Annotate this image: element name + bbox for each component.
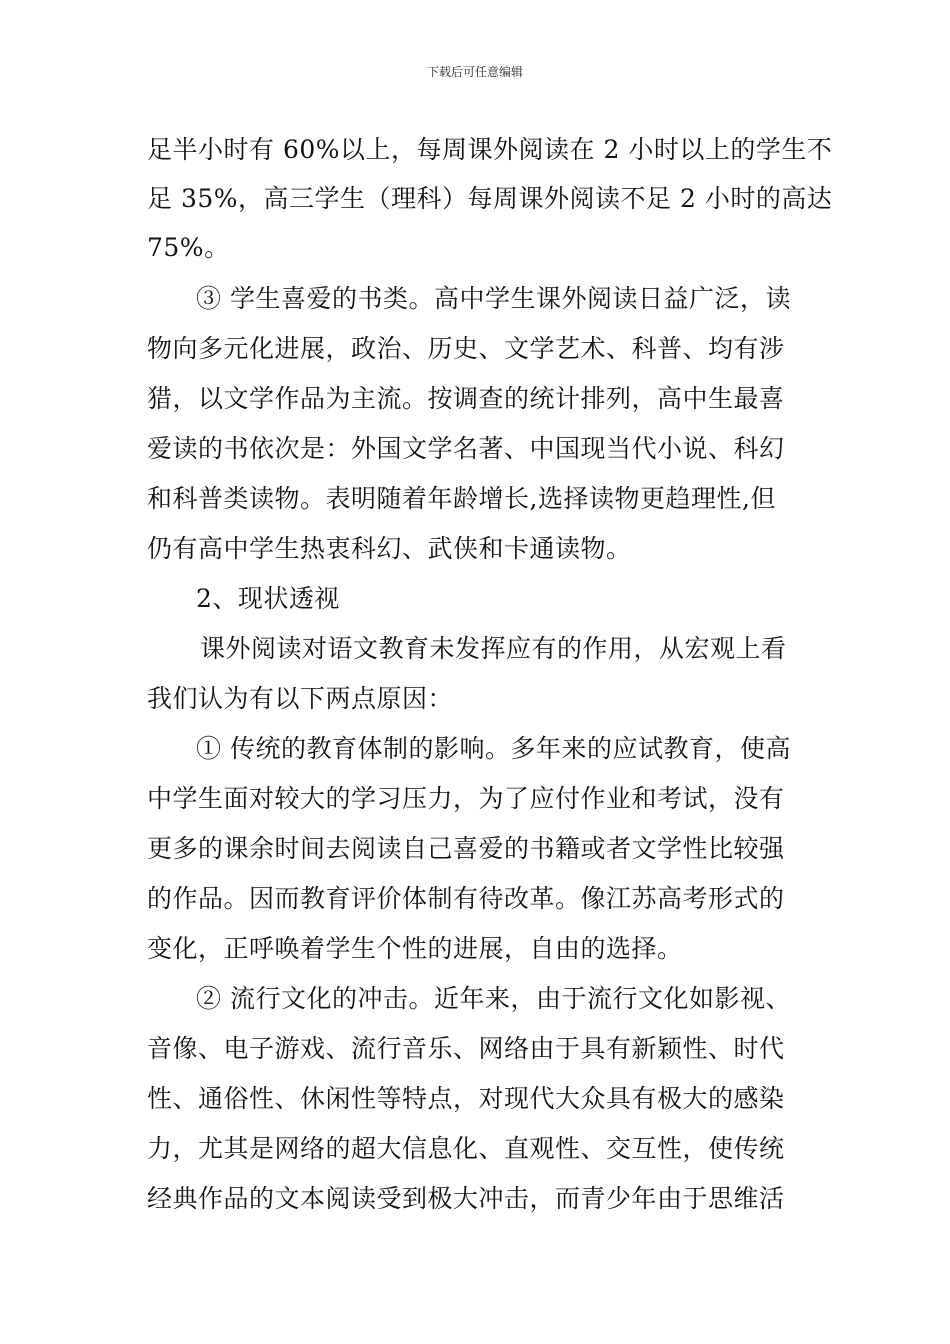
text-line: 更多的课余时间去阅读自己喜爱的书籍或者文学性比较强 [147, 834, 785, 863]
text-line: 75%。 [147, 233, 230, 262]
text-line: 音像、电子游戏、流行音乐、网络由于具有新颖性、时代 [147, 1034, 785, 1063]
page-header: 下载后可任意编辑 [426, 65, 523, 79]
text-line: 的作品。因而教育评价体制有待改革。像江苏高考形式的 [147, 884, 785, 913]
text-line: 力，尤其是网络的超大信息化、直观性、交互性，使传统 [147, 1134, 785, 1163]
text-line: 经典作品的文本阅读受到极大冲击，而青少年由于思维活 [147, 1184, 785, 1213]
text-line: 和科普类读物。表明随着年龄增长,选择读物更趋理性,但 [147, 484, 776, 513]
text-line: 足半小时有 60%以上，每周课外阅读在 2 小时以上的学生不 [147, 135, 833, 164]
text-line: 变化，正呼唤着学生个性的进展，自由的选择。 [147, 934, 683, 963]
text-line: 仍有高中学生热衷科幻、武侠和卡通读物。 [147, 534, 632, 563]
section-heading: 2、现状透视 [196, 584, 340, 613]
text-line: 中学生面对较大的学习压力，为了应付作业和考试，没有 [147, 784, 785, 813]
text-line: 爱读的书依次是：外国文学名著、中国现当代小说、科幻 [147, 434, 785, 463]
text-line: 足 35%，高三学生（理科）每周课外阅读不足 2 小时的高达 [147, 184, 833, 213]
paragraph-first-line: ③ 学生喜爱的书类。高中学生课外阅读日益广泛，读 [196, 284, 791, 313]
paragraph-first-line: ① 传统的教育体制的影响。多年来的应试教育，使高 [196, 734, 791, 763]
paragraph-first-line: 课外阅读对语文教育未发挥应有的作用，从宏观上看 [200, 634, 787, 663]
paragraph-first-line: ② 流行文化的冲击。近年来，由于流行文化如影视、 [196, 984, 791, 1013]
text-line: 物向多元化进展，政治、历史、文学艺术、科普、均有涉 [147, 334, 785, 363]
text-line: 猎，以文学作品为主流。按调查的统计排列，高中生最喜 [147, 384, 785, 413]
text-line: 性、通俗性、休闲性等特点，对现代大众具有极大的感染 [147, 1084, 785, 1113]
text-line: 我们认为有以下两点原因： [147, 684, 454, 713]
